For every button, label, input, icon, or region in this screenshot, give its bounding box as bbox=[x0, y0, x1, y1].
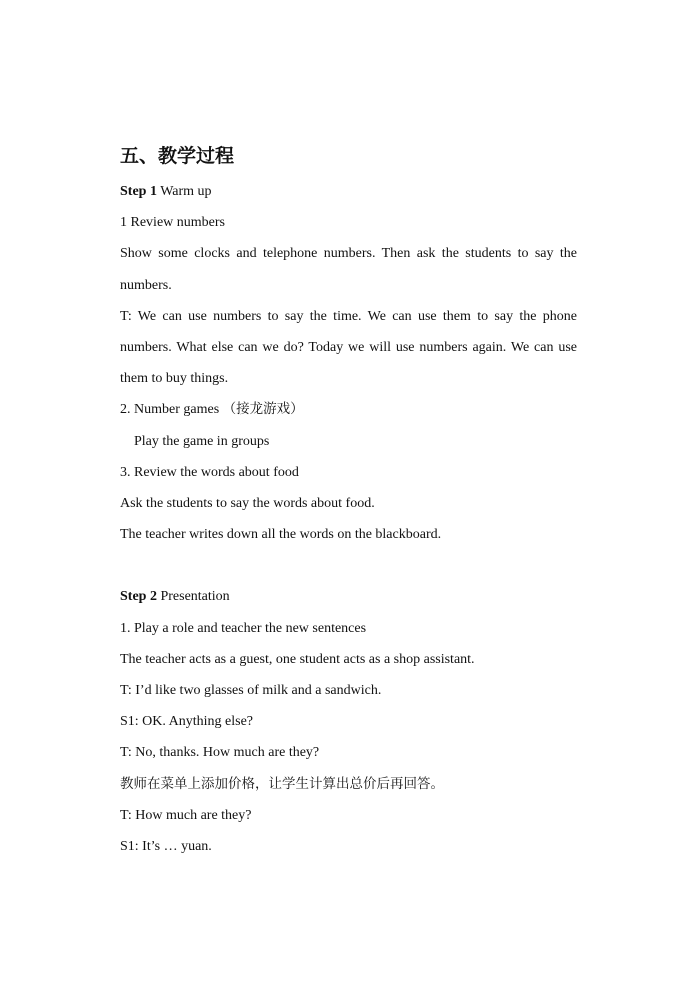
step2-line4: T: No, thanks. How much are they? bbox=[120, 745, 320, 761]
document-body bbox=[120, 140, 577, 862]
step2-item1: 1. Play a role and teacher the new sentences bbox=[120, 620, 367, 636]
step1-label: Step 1 bbox=[120, 184, 157, 199]
step2-line7: S1: It’s … yuan. bbox=[120, 839, 212, 855]
paragraph-gap bbox=[120, 550, 577, 581]
step1-item1: 1 Review numbers bbox=[120, 215, 225, 231]
step1-item3-text2: The teacher writes down all the words on the blackboard. bbox=[120, 527, 442, 543]
step2-label: Step 2 bbox=[120, 589, 157, 605]
step1-item2-note: （接龙游戏） bbox=[222, 401, 304, 418]
step2-line1: The teacher acts as a guest, one student acts as a shop assistant. bbox=[120, 651, 475, 667]
step1-item2-text: Play the game in groups bbox=[134, 433, 270, 449]
step1-item2-title: 2. Number games bbox=[120, 402, 220, 418]
step1-item3-text1: Ask the students to say the words about food. bbox=[120, 496, 375, 512]
step2-line3: S1: OK. Anything else? bbox=[120, 714, 253, 730]
step1-item1-text: Show some clocks and telephone numbers. Then ask the students to say the numbers. bbox=[120, 246, 577, 293]
step2-line2: T: I’d like two glasses of milk and a sandwich. bbox=[120, 683, 382, 699]
step2-heading bbox=[120, 581, 577, 612]
step2-line5: 教师在菜单上添加价格，让学生计算出总价后再回答。 bbox=[120, 775, 444, 792]
step1-item2 bbox=[120, 394, 577, 425]
step1-title: Warm up bbox=[160, 184, 212, 199]
step1-heading bbox=[120, 176, 577, 207]
step2-line6: T: How much are they? bbox=[120, 807, 252, 823]
step1-item1-dialog: T: We can use numbers to say the time. We can use them to say the phone numbers. What else can we do? Today we will use numbers again. We can use them to buy things. bbox=[120, 308, 577, 387]
step2-title: Presentation bbox=[160, 589, 230, 605]
section-heading: 五、教学过程 bbox=[120, 145, 235, 167]
step1-item3: 3. Review the words about food bbox=[120, 464, 299, 480]
